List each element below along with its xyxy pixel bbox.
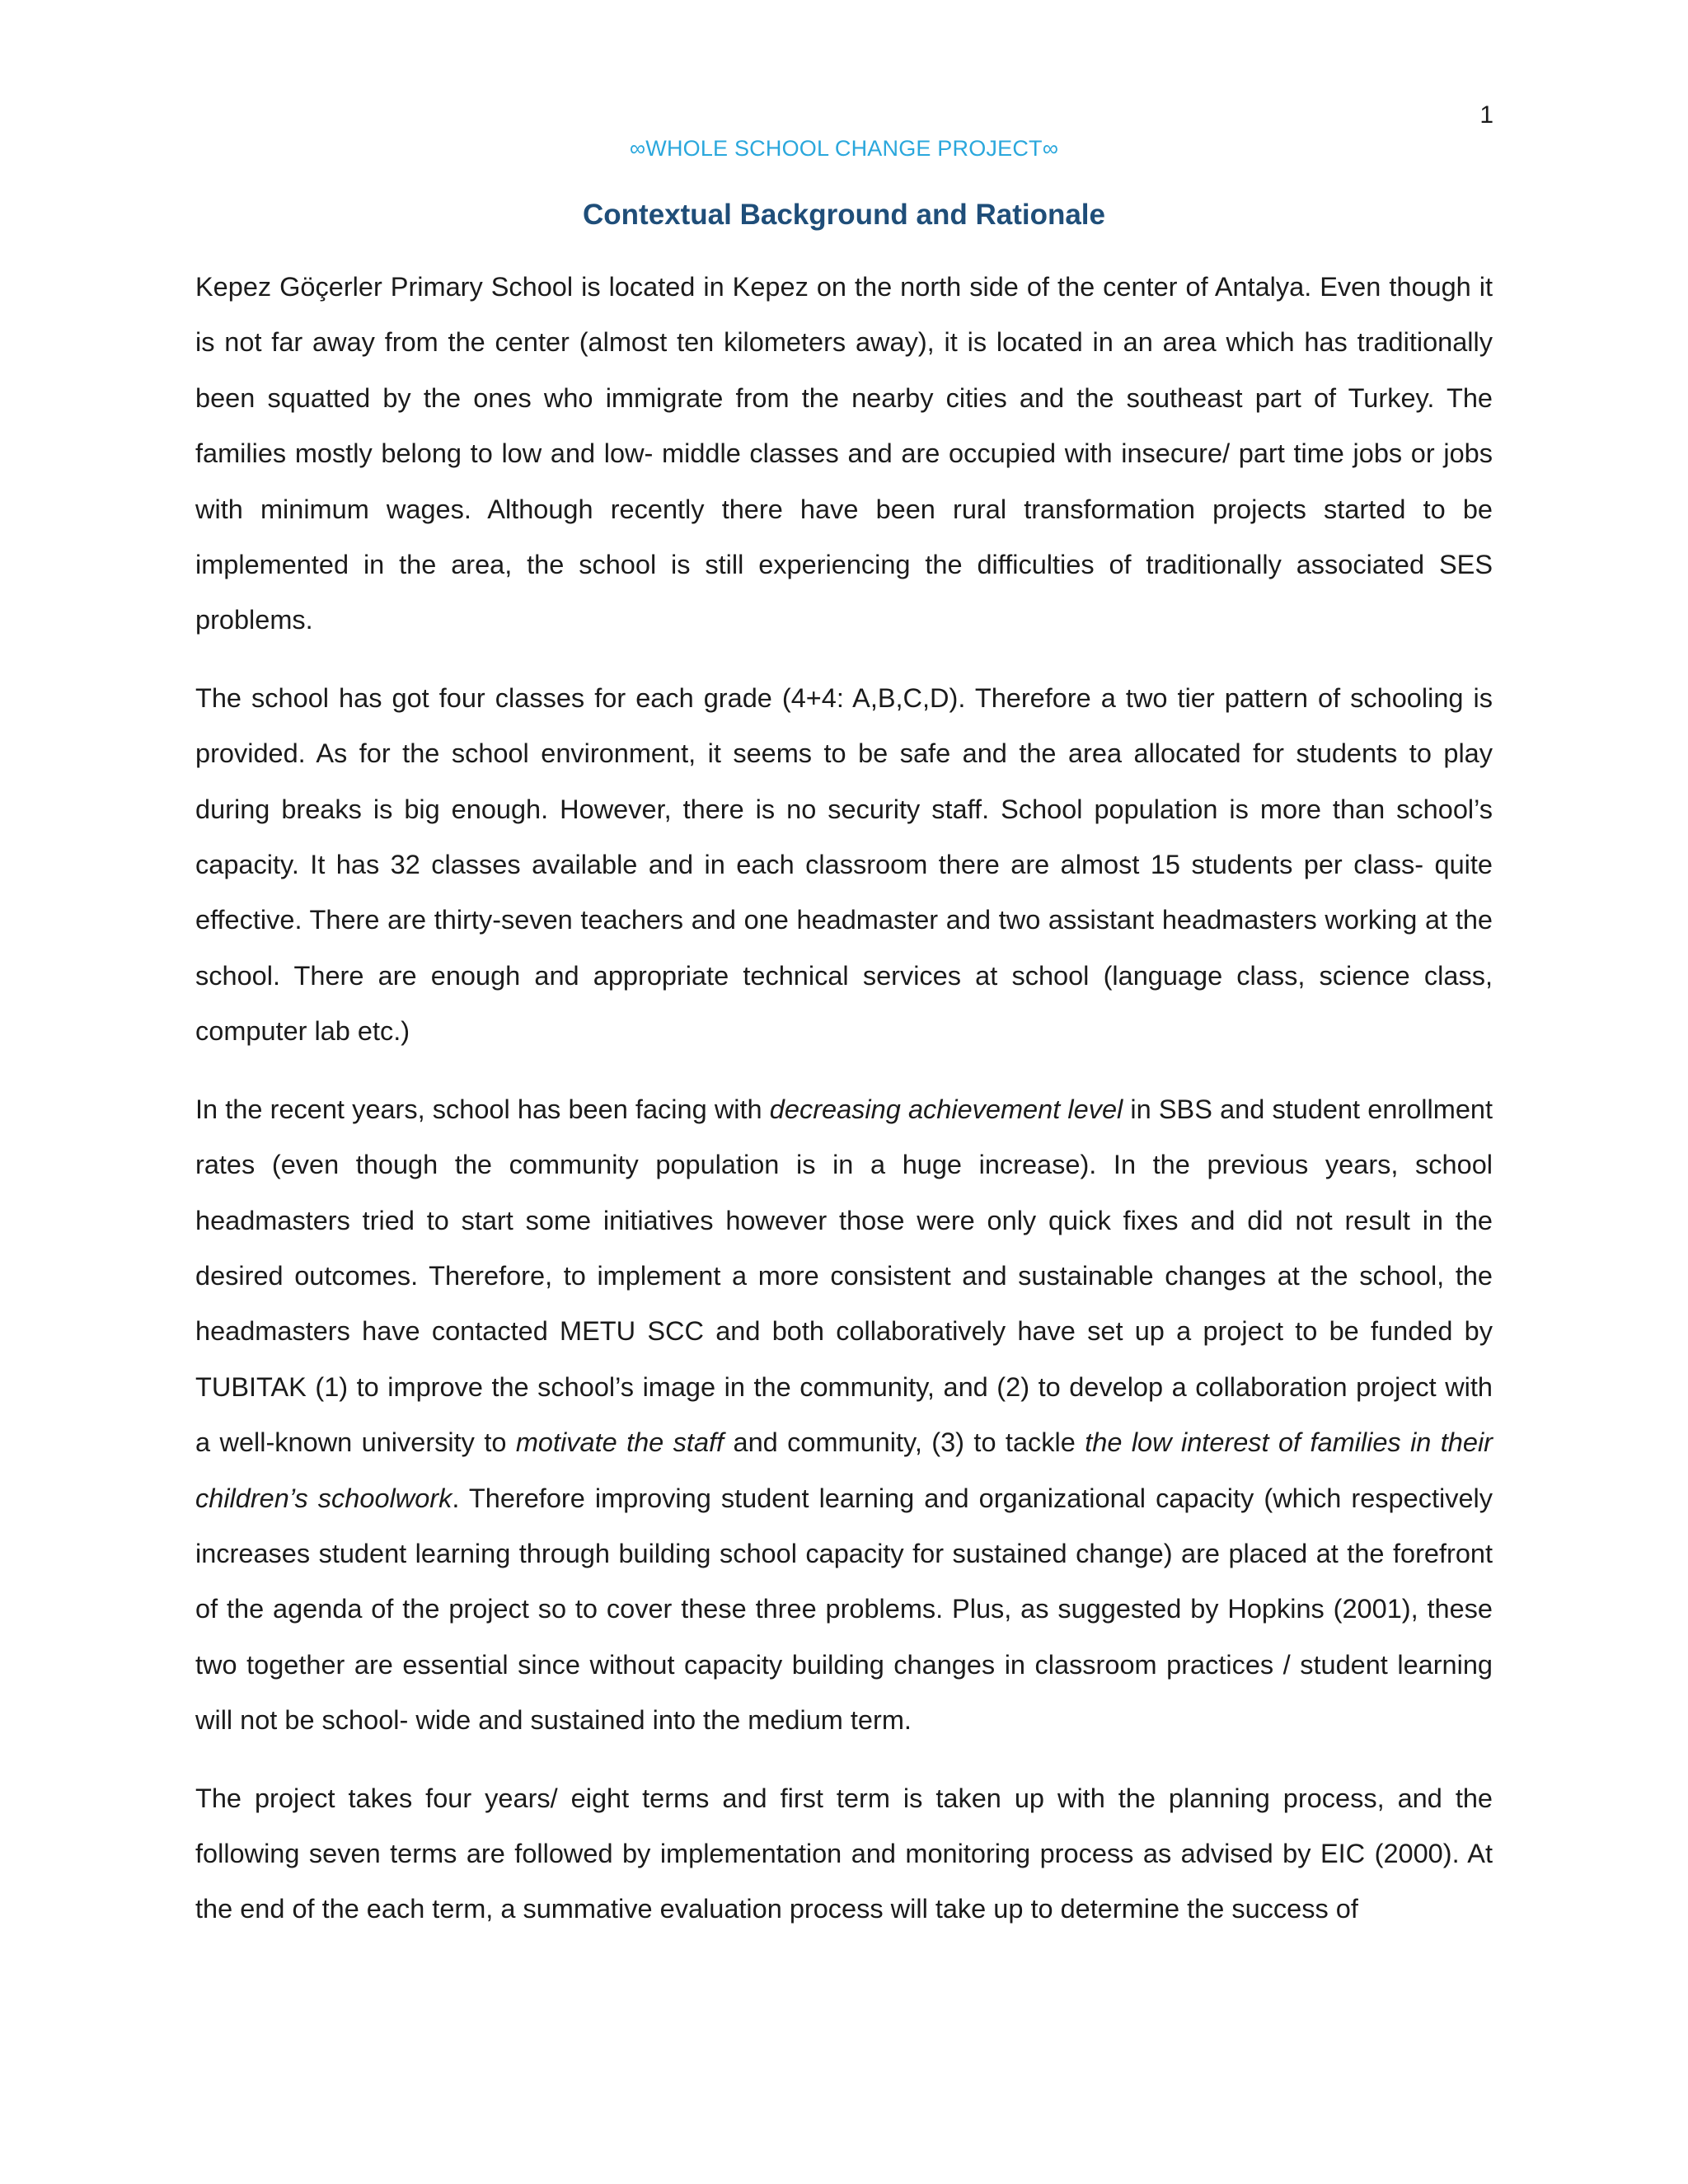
italic-phrase: motivate the staff [515,1427,724,1458]
paragraph [195,260,1493,649]
paragraph-text: Kepez Göçerler Primary School is located in Kepez on the north side of the center of Antalya. Even though it is not far away from the center (almost ten kilometers away), it is located in an area which has traditionally been squatted by the ones who immigrate from the nearby cities and the southeast part of Turkey. The families mostly belong to low and low- middle classes and are occupied with insecure/ part time jobs or jobs with minimum wages. Although recently there have been rural transformation projects started to be implemented in the area, the school is still experiencing the difficulties of traditionally associated SES problems. [195,272,1493,635]
project-title: ∞WHOLE SCHOOL CHANGE PROJECT∞ [629,136,1059,161]
italic-phrase: decreasing achievement level [769,1094,1123,1124]
paragraph-text: The project takes four years/ eight terms and first term is taken up with the planning process, and the following seven terms are followed by implementation and monitoring process as advised by EIC (2000). At the end of the each term, a summative evaluation process will take up to determine the success of [195,1783,1493,1924]
paragraph [195,1082,1493,1749]
page-number: 1 [1479,101,1493,129]
italic-phrase: the low interest of families in their children’s schoolwork [195,1427,1493,1513]
paragraph-text: . Therefore improving student learning and organizational capacity (which respectively increases student learning through building school capacity for sustained change) are placed at the forefront of the agenda of the project so to cover these three problems. Plus, as suggested by Hopkins (2001), these two together are essential since without capacity building changes in classroom practices / student learning will not be school- wide and sustained into the medium term. [195,1483,1493,1736]
body-text [195,260,1493,1938]
paragraph-text: in SBS and student enrollment rates (even though the community population is in a huge increase). In the previous years, school headmasters tried to start some initiatives however those were only quick fixes and did not result in the desired outcomes. Therefore, to implement a more consistent and sustainable changes at the school, the headmasters have contacted METU SCC and both collaboratively have set up a project to be funded by TUBITAK (1) to improve the school’s image in the community, and (2) to develop a collaboration project with a well-known university to [195,1094,1493,1458]
paragraph-text: and community, (3) to tackle [724,1427,1085,1458]
section-heading: Contextual Background and Rationale [583,199,1105,231]
paragraph [195,671,1493,1060]
paragraph-text: In the recent years, school has been facing with [195,1094,770,1124]
paragraph-text: The school has got four classes for each grade (4+4: A,B,C,D). Therefore a two tier pattern of schooling is provided. As for the school environment, it seems to be safe and the area allocated for students to play during breaks is big enough. However, there is no security staff. School population is more than school’s capacity. It has 32 classes available and in each classroom there are almost 15 students per class- quite effective. There are thirty-seven teachers and one headmaster and two assistant headmasters working at the school. There are enough and appropriate technical services at school (language class, science class, computer lab etc.) [195,682,1493,1047]
paragraph [195,1771,1493,1938]
